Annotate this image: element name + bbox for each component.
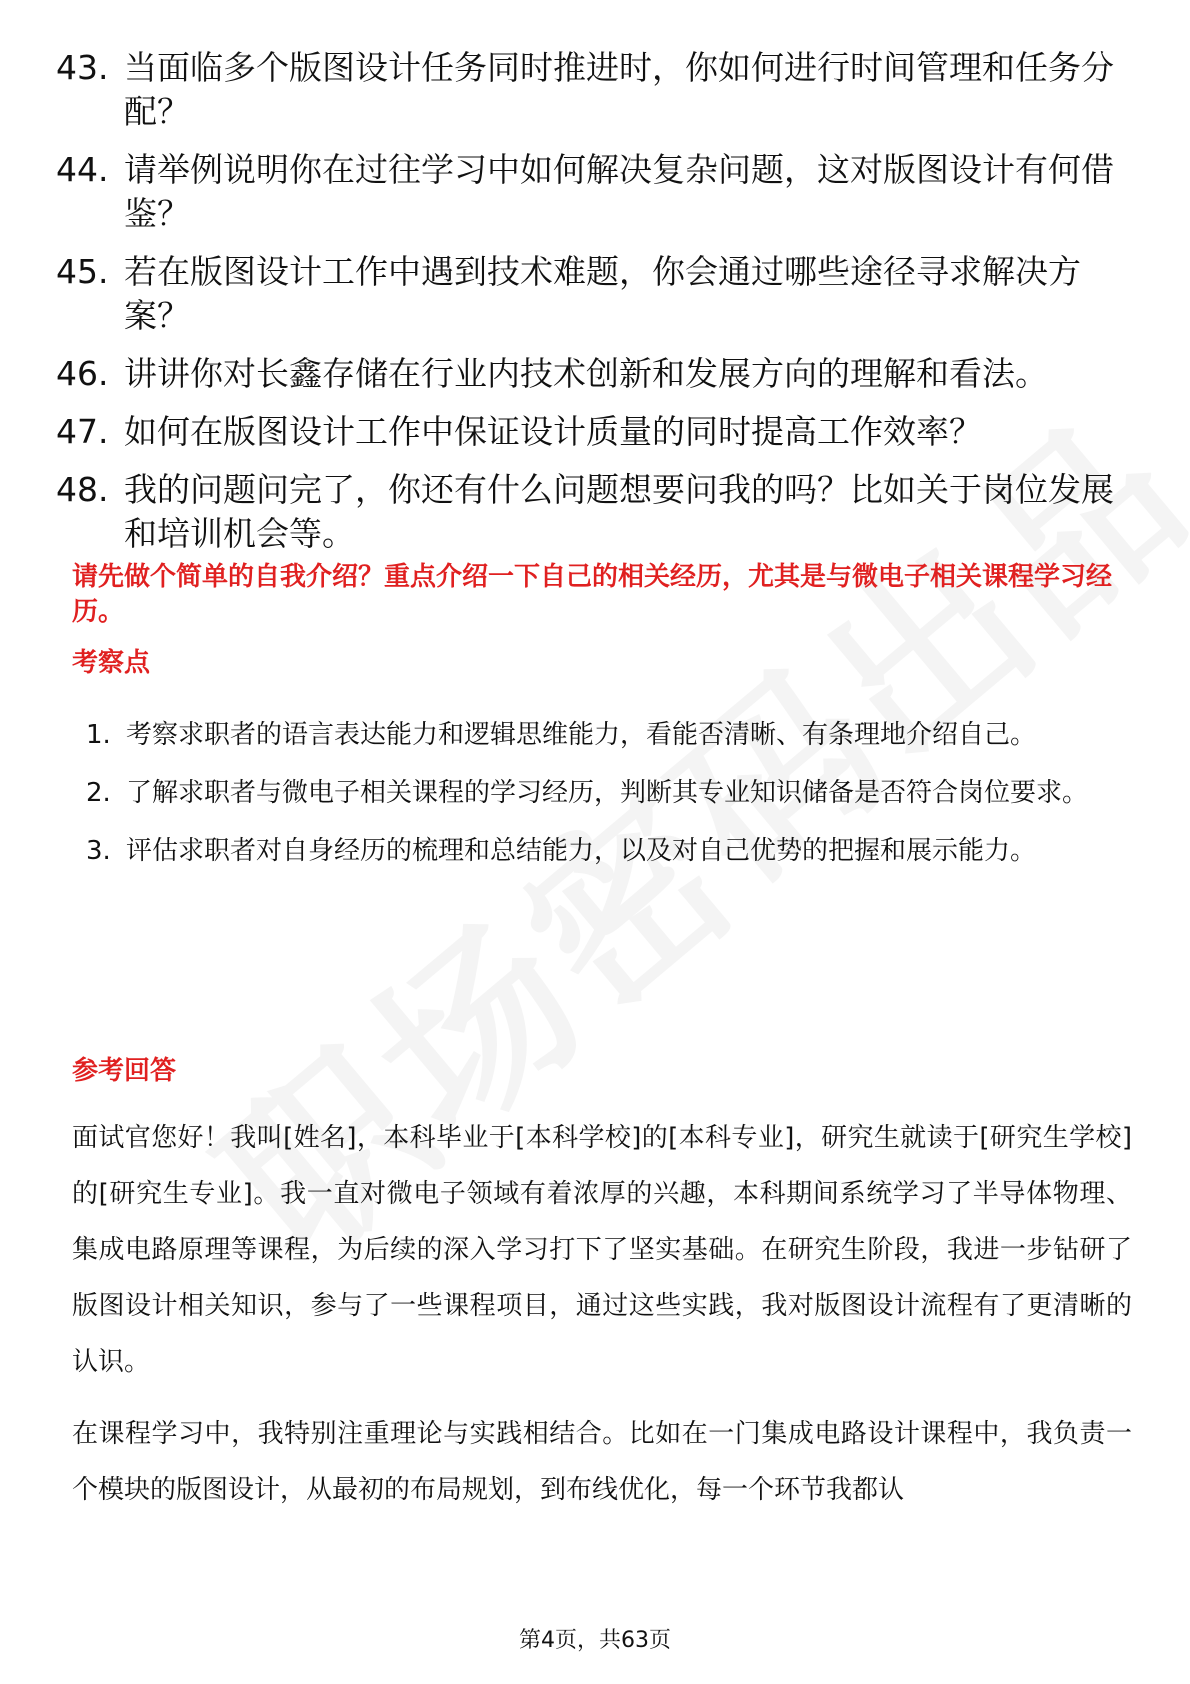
focus-point-number: 3. [86, 836, 111, 866]
question-number: 46. [56, 354, 109, 393]
answer-paragraph: 在课程学习中，我特别注重理论与实践相结合。比如在一门集成电路设计课程中，我负责一个模块的版图设计，从最初的布局规划，到布线优化，每一个环节我都认 [72, 1419, 1132, 1505]
question-number: 44. [56, 150, 109, 189]
focus-point-number: 1. [86, 720, 111, 750]
question-text: 若在版图设计工作中遇到技术难题，你会通过哪些途径寻求解决方案？ [124, 252, 1081, 335]
question-item [56, 410, 1136, 454]
focus-point-text: 了解求职者与微电子相关课程的学习经历，判断其专业知识储备是否符合岗位要求。 [126, 778, 1089, 808]
focus-heading: 考察点 [72, 648, 151, 678]
question-item [56, 352, 1136, 396]
question-item [56, 468, 1136, 556]
question-text: 我的问题问完了，你还有什么问题想要问我的吗？比如关于岗位发展和培训机会等。 [124, 470, 1114, 553]
question-number: 48. [56, 470, 109, 509]
answer-paragraph: 面试官您好！我叫[姓名]，本科毕业于[本科学校]的[本科专业]，研究生就读于[研究生学校]的[研究生专业]。我一直对微电子领域有着浓厚的兴趣，本科期间系统学习了半导体物理、集成电路原理等课程，为后续的深入学习打下了坚实基础。在研究生阶段，我进一步钻研了版图设计相关知识，参与了一些课程项目，通过这些实践，我对版图设计流程有了更清晰的认识。 [72, 1123, 1132, 1377]
question-list [56, 46, 1136, 570]
question-item [56, 148, 1136, 236]
question-number: 43. [56, 48, 109, 87]
question-item [56, 46, 1136, 134]
page-footer: 第4页，共63页 [519, 1628, 671, 1653]
question-number: 45. [56, 252, 109, 291]
question-text: 当面临多个版图设计任务同时推进时，你如何进行时间管理和任务分配？ [124, 48, 1114, 131]
question-text: 如何在版图设计工作中保证设计质量的同时提高工作效率？ [124, 412, 982, 451]
answer-heading: 参考回答 [72, 1056, 177, 1086]
focus-point-item [72, 764, 1132, 822]
focus-point-text: 考察求职者的语言表达能力和逻辑思维能力，看能否清晰、有条理地介绍自己。 [126, 720, 1037, 750]
focus-point-item [72, 706, 1132, 764]
main-question-heading: 请先做个简单的自我介绍？重点介绍一下自己的相关经历，尤其是与微电子相关课程学习经历。 [72, 562, 1113, 627]
question-text: 请举例说明你在过往学习中如何解决复杂问题，这对版图设计有何借鉴？ [124, 150, 1114, 233]
question-text: 讲讲你对长鑫存储在行业内技术创新和发展方向的理解和看法。 [124, 354, 1048, 393]
focus-point-number: 2. [86, 778, 111, 808]
question-number: 47. [56, 412, 109, 451]
question-item [56, 250, 1136, 338]
focus-point-list [72, 706, 1132, 880]
focus-point-item [72, 822, 1132, 880]
focus-point-text: 评估求职者对自身经历的梳理和总结能力，以及对自己优势的把握和展示能力。 [126, 836, 1037, 866]
